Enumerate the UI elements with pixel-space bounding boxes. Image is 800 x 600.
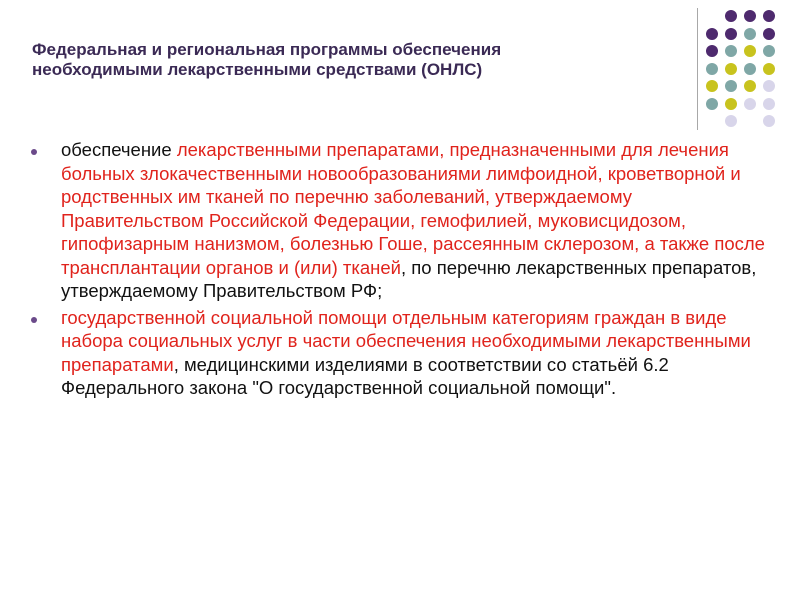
bullet-icon (31, 317, 37, 323)
decorative-dot (744, 80, 756, 92)
decorative-dot (725, 115, 737, 127)
decorative-dot (763, 45, 775, 57)
bullet-list (30, 138, 770, 400)
item-highlight: государственной социальной помощи отдельным категориям граждан в виде набора социальных услуг в части обеспечения необходимыми лекарственными препаратами (61, 306, 751, 375)
decorative-dot (725, 10, 737, 22)
decorative-dot (744, 98, 756, 110)
decorative-dot-grid (706, 10, 786, 128)
decorative-dot (763, 28, 775, 40)
decorative-dot (725, 28, 737, 40)
decorative-dot (744, 63, 756, 75)
decorative-dot (706, 28, 718, 40)
decorative-dot (706, 63, 718, 75)
bullet-icon (31, 149, 37, 155)
decorative-divider (697, 8, 698, 130)
decorative-dot (706, 80, 718, 92)
item-suffix: , по перечню лекарственных препаратов, утверждаемому Правительством РФ; (61, 256, 757, 301)
decorative-dot (725, 80, 737, 92)
decorative-dot (763, 98, 775, 110)
decorative-dot (763, 10, 775, 22)
decorative-dot (744, 28, 756, 40)
item-suffix: , медицинскими изделиями в соответствии со статьёй 6.2 Федерального закона "О государственной социальной помощи". (61, 353, 669, 398)
decorative-dot (725, 98, 737, 110)
slide-title (32, 40, 672, 80)
decorative-dot (744, 10, 756, 22)
decorative-dot (706, 45, 718, 57)
decorative-dot (706, 98, 718, 110)
list-item (30, 138, 770, 303)
list-item (30, 306, 770, 400)
decorative-dot (725, 45, 737, 57)
item-highlight: лекарственными препаратами, предназначенными для лечения больных злокачественными новообразованиями лимфоидной, кроветворной и родственных им тканей по перечню заболеваний, утверждаемому Правительством Российской Федерации, гемофилией, муковисцидозом, гипофизарным нанизмом, болезнью Гоше, рассеянным склерозом, а также после трансплантации органов и (или) тканей (61, 139, 765, 278)
decorative-dot (763, 63, 775, 75)
decorative-dot (725, 63, 737, 75)
title-line-2: необходимыми лекарственными средствами (ОНЛС) (32, 60, 483, 79)
item-prefix: обеспечение (61, 139, 177, 160)
decorative-dot (763, 80, 775, 92)
title-line-1: Федеральная и региональная программы обеспечения (32, 40, 502, 59)
decorative-dot (744, 45, 756, 57)
decorative-dot (763, 115, 775, 127)
